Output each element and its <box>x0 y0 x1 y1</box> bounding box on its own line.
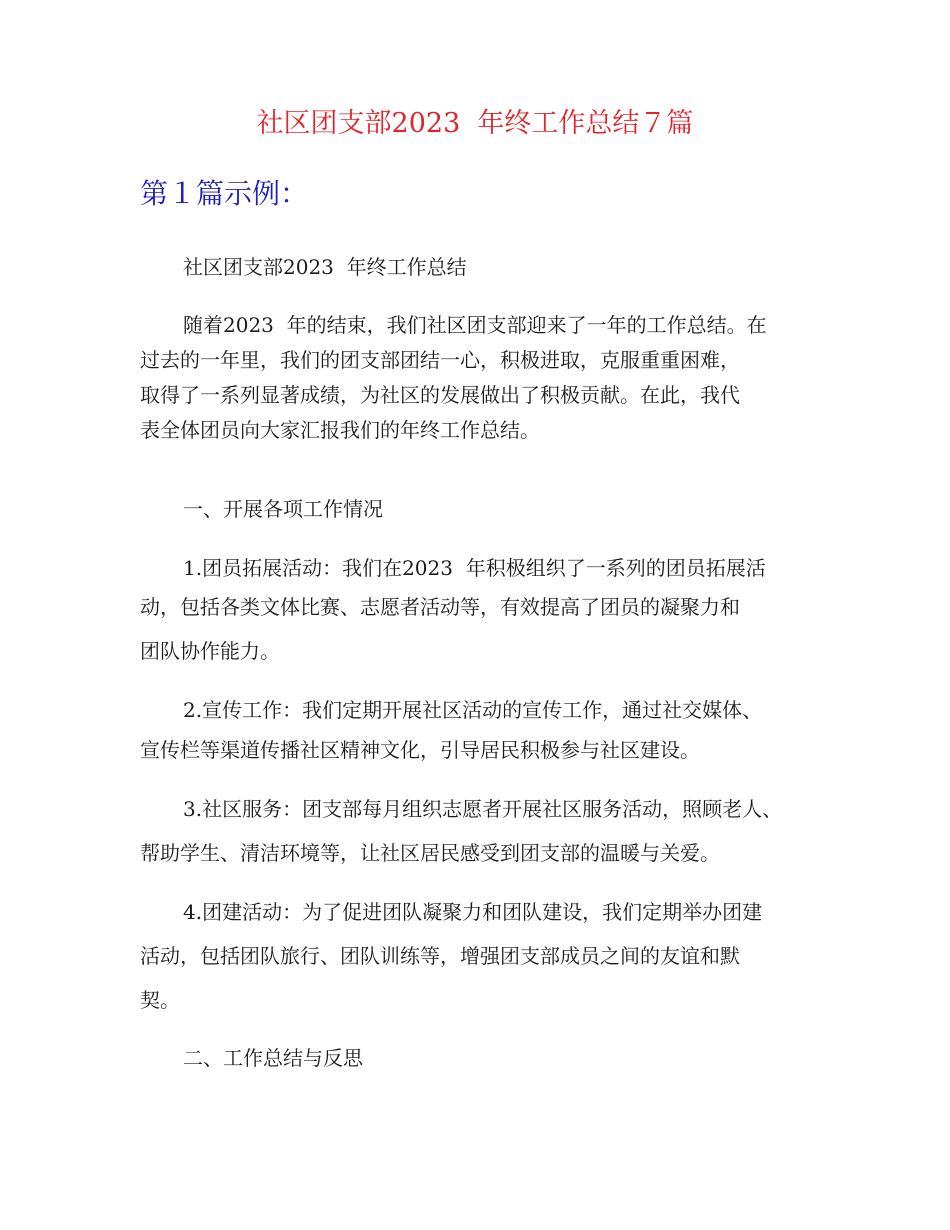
paragraph-line: 动，包括各类文体比赛、志愿者活动等，有效提高了团员的凝聚力和 <box>140 595 740 619</box>
section-heading: 第１篇示例： <box>140 177 309 210</box>
paragraph-line: 3.社区服务：团支部每月组织志愿者开展社区服务活动，照顾老人、 <box>183 797 783 821</box>
paragraph-line: 活动，包括团队旅行、团队训练等，增强团支部成员之间的友谊和默 <box>140 944 740 968</box>
document-title: 社区团支部2023 年终工作总结７篇 <box>256 108 694 139</box>
paragraph-line: 表全体团员向大家汇报我们的年终工作总结。 <box>140 418 540 442</box>
subsection-heading: 二、工作总结与反思 <box>183 1046 363 1070</box>
paragraph-line: 1.团员拓展活动：我们在2023 年积极组织了一系列的团员拓展活 <box>183 556 766 580</box>
paragraph-line: 过去的一年里，我们的团支部团结一心，积极进取，克服重重困难， <box>140 348 740 372</box>
paragraph-line: 帮助学生、清洁环境等，让社区居民感受到团支部的温暖与关爱。 <box>140 841 720 865</box>
paragraph-line: 随着2023 年的结束，我们社区团支部迎来了一年的工作总结。在 <box>183 313 767 337</box>
paragraph-line: 宣传栏等渠道传播社区精神文化，引导居民积极参与社区建设。 <box>140 738 700 762</box>
paragraph-line: 2.宣传工作：我们定期开展社区活动的宣传工作，通过社交媒体、 <box>183 698 763 722</box>
paragraph-line: 契。 <box>140 988 180 1012</box>
article-title: 社区团支部2023 年终工作总结 <box>183 255 467 279</box>
subsection-heading: 一、开展各项工作情况 <box>183 497 383 521</box>
paragraph-line: 团队协作能力。 <box>140 639 280 663</box>
paragraph-line: 取得了一系列显著成绩，为社区的发展做出了积极贡献。在此，我代 <box>140 383 740 407</box>
paragraph-line: 4.团建活动：为了促进团队凝聚力和团队建设，我们定期举办团建 <box>183 900 763 924</box>
